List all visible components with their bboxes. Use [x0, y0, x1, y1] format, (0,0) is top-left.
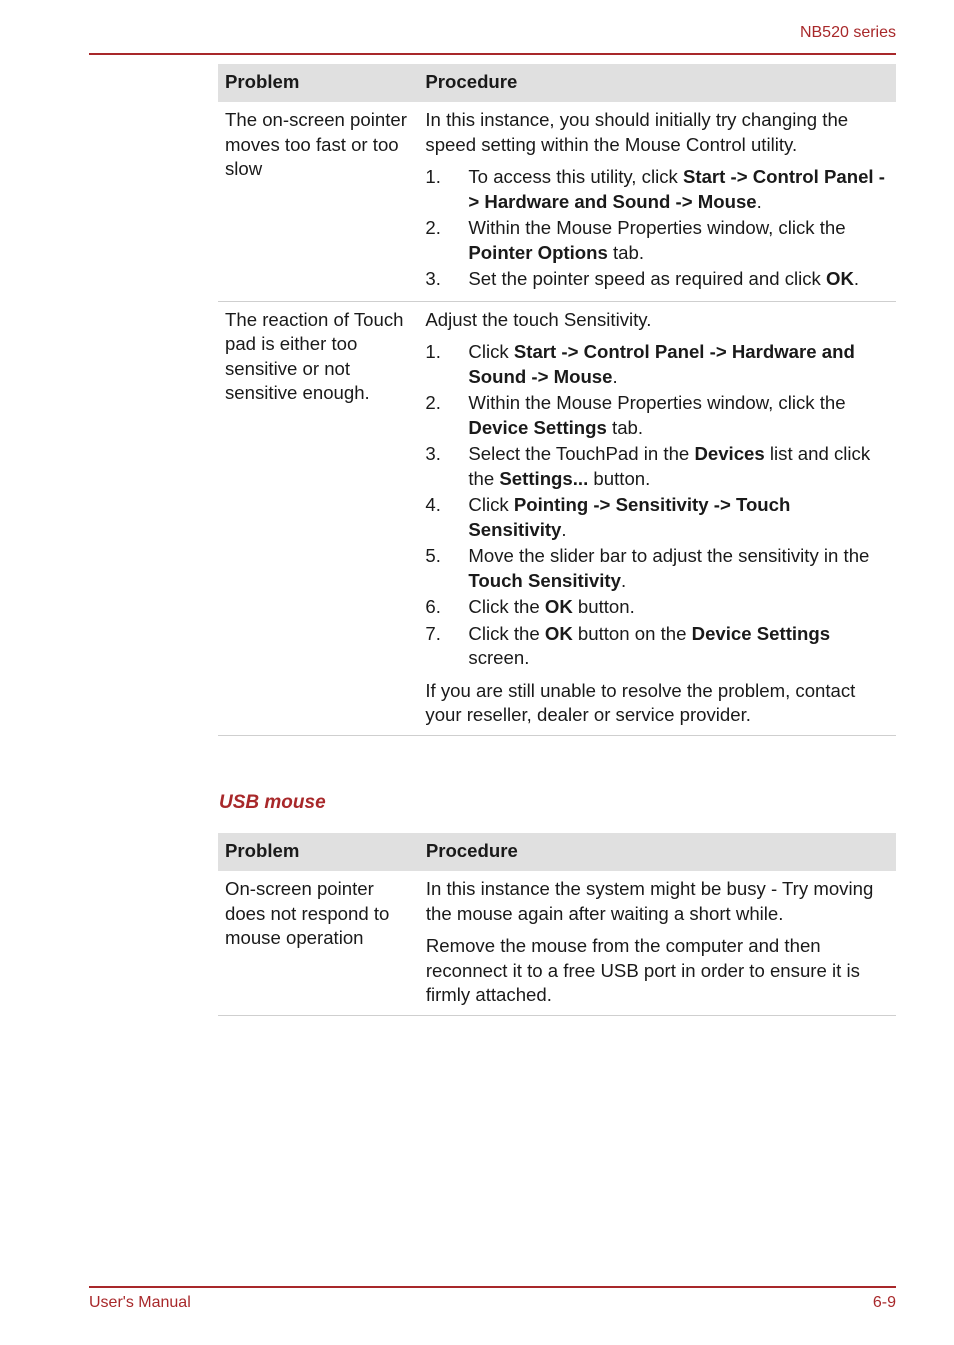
step-number: 3. [425, 443, 441, 464]
step-text: button on the [572, 622, 692, 644]
step-number: 7. [425, 622, 441, 644]
step-text: Click [468, 494, 514, 515]
step-text: button. [572, 596, 635, 617]
step-number: 2. [425, 217, 441, 238]
step-text: Select the TouchPad in the [468, 443, 695, 464]
step-text: Set the pointer speed as required and click [468, 268, 827, 289]
step-text: tab. [606, 416, 644, 438]
header-series-label: NB520 series [799, 24, 896, 41]
step-text: Click the [468, 622, 545, 644]
step-bold-text: Start -> Control Panel -> Hardware and Sound -> Mouse [468, 166, 885, 212]
section-heading-usb-mouse: USB mouse [219, 792, 326, 813]
problem-cell: The on-screen pointer moves too fast or too slow [218, 102, 418, 301]
table-header-row [218, 64, 896, 102]
step-text: . [853, 268, 860, 289]
table-header-row [218, 833, 896, 871]
step-text: . [561, 518, 567, 540]
step-text: screen. [468, 647, 530, 668]
step-item [425, 216, 889, 265]
column-header-procedure: Procedure [418, 64, 896, 102]
step-text: button. [588, 467, 651, 489]
footer-rule [89, 1286, 896, 1288]
step-item [425, 340, 889, 389]
column-header-problem: Problem [218, 833, 419, 871]
column-header-procedure: Procedure [419, 833, 896, 871]
footer-manual-label: User's Manual [89, 1294, 191, 1311]
procedure-paragraph: In this instance the system might be busy - Try moving the mouse again after waiting a short while. [425, 878, 874, 924]
step-number: 1. [425, 341, 441, 362]
procedure-paragraph: Remove the mouse from the computer and then reconnect it to a free USB port in order to ensure it is firmly attached. [425, 935, 860, 1005]
column-header-problem: Problem [218, 64, 418, 102]
step-text: . [756, 190, 762, 212]
step-bold-text: Touch Sensitivity [468, 569, 621, 591]
step-text: tab. [607, 241, 645, 263]
procedure-intro: Adjust the touch Sensitivity. [425, 308, 652, 330]
table-row [218, 102, 896, 301]
procedure-intro: In this instance, you should initially try changing the speed setting within the Mouse Control utility. [425, 109, 849, 155]
step-item [425, 622, 889, 671]
procedure-cell [418, 301, 896, 735]
step-text: To access this utility, click [468, 166, 683, 187]
step-bold-text: Devices [694, 443, 765, 464]
step-number: 3. [425, 268, 441, 289]
procedure-outro: If you are still unable to resolve the problem, contact your reseller, dealer or service provider. [425, 679, 856, 725]
step-text: Move the slider bar to adjust the sensitivity in the [468, 545, 870, 566]
troubleshooting-table-touchpad [218, 64, 896, 736]
step-bold-text: Pointer Options [468, 241, 608, 263]
step-text: . [620, 569, 627, 591]
step-bold-text: OK [826, 268, 854, 289]
step-item [425, 165, 889, 214]
step-number: 2. [425, 392, 441, 413]
step-bold-text: Start -> Control Panel -> Hardware and Sound -> Mouse [468, 341, 855, 387]
step-text: Click the [468, 596, 545, 617]
step-number: 4. [425, 494, 441, 515]
step-text: Click [468, 341, 514, 362]
step-item [425, 544, 889, 593]
step-number: 6. [425, 596, 441, 617]
step-number: 5. [425, 545, 441, 566]
step-text: Within the Mouse Properties window, click the [468, 392, 846, 413]
procedure-cell [418, 102, 896, 301]
step-item [425, 267, 889, 292]
step-list [425, 340, 889, 671]
step-item [425, 391, 889, 440]
step-bold-text: Device Settings [468, 416, 607, 438]
step-text: Within the Mouse Properties window, click the [468, 217, 846, 238]
step-bold-text: Settings... [499, 467, 589, 489]
table-row [218, 871, 896, 1015]
step-bold-text: OK [544, 622, 573, 644]
page-number: 6-9 [872, 1294, 896, 1311]
step-text: list and click the [468, 443, 871, 489]
step-number: 1. [425, 166, 441, 187]
header-rule [89, 53, 896, 55]
procedure-cell [419, 871, 896, 1015]
problem-cell: The reaction of Touch pad is either too sensitive or not sensitive enough. [218, 301, 418, 735]
step-item [425, 493, 889, 542]
problem-cell: On-screen pointer does not respond to mouse operation [218, 871, 419, 1015]
step-text: . [612, 365, 618, 387]
step-item [425, 442, 889, 491]
table-row [218, 301, 896, 735]
step-item [425, 595, 889, 620]
step-bold-text: Pointing -> Sensitivity -> Touch Sensitivity [468, 494, 791, 540]
step-bold-text: Device Settings [691, 622, 831, 644]
step-bold-text: OK [544, 596, 573, 617]
troubleshooting-table-usb-mouse [218, 833, 896, 1016]
step-list [425, 165, 889, 292]
